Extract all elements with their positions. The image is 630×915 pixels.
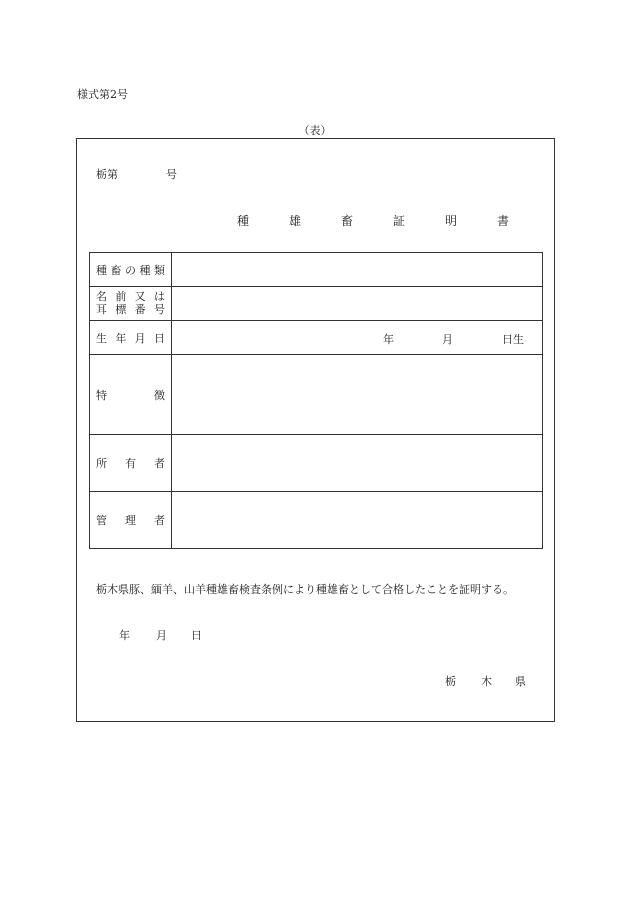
table-row-birth-date bbox=[90, 321, 543, 355]
document-title: 種 雄 畜 証 明 書 bbox=[237, 214, 524, 228]
label-owner bbox=[90, 435, 172, 492]
form-number: 様式第2号 bbox=[77, 88, 128, 101]
label-char: は bbox=[153, 290, 165, 303]
date-day-label: 日 bbox=[191, 629, 202, 642]
label-birth-date-text bbox=[96, 330, 165, 346]
label-owner-text bbox=[96, 455, 165, 471]
value-owner bbox=[172, 435, 543, 492]
label-breed-type bbox=[90, 253, 172, 287]
label-char: 類 bbox=[154, 263, 165, 277]
table-row-name-ear-tag bbox=[90, 287, 543, 321]
label-name-line bbox=[96, 291, 165, 303]
label-manager-text bbox=[96, 512, 165, 528]
label-char: 所 bbox=[96, 457, 107, 470]
certificate-number-prefix: 栃第 bbox=[96, 168, 118, 181]
table-row-owner bbox=[90, 435, 543, 492]
date-year-label: 年 bbox=[119, 629, 130, 642]
label-char: 有 bbox=[125, 457, 136, 470]
label-char: 者 bbox=[154, 514, 165, 527]
issuer-char-3: 県 bbox=[515, 675, 526, 688]
label-char: 畜 bbox=[110, 263, 122, 277]
label-char: 特 bbox=[96, 388, 107, 402]
label-char: 号 bbox=[153, 303, 165, 316]
birth-year-label: 年 bbox=[383, 333, 394, 346]
label-char: 前 bbox=[115, 290, 127, 303]
label-char: 名 bbox=[96, 290, 107, 303]
label-char: 管 bbox=[96, 514, 107, 527]
label-features-text bbox=[96, 387, 165, 403]
label-char: 年 bbox=[115, 331, 127, 345]
table-row-manager bbox=[90, 492, 543, 549]
issuer-char-1: 栃 bbox=[445, 675, 456, 688]
table-row-breed-type bbox=[90, 253, 543, 287]
label-birth-date bbox=[90, 321, 172, 355]
label-char: 種 bbox=[96, 263, 107, 277]
side-label: （表） bbox=[298, 124, 332, 137]
label-manager bbox=[90, 492, 172, 549]
label-ear-tag-line bbox=[96, 304, 165, 316]
label-char: 理 bbox=[125, 514, 136, 527]
label-features bbox=[90, 355, 172, 435]
label-char: 月 bbox=[134, 331, 146, 345]
value-name-ear-tag bbox=[172, 287, 543, 321]
label-char: 者 bbox=[154, 457, 165, 470]
label-breed-type-text bbox=[96, 262, 165, 278]
certification-statement: 栃木県豚、緬羊、山羊種雄畜検査条例により種雄畜として合格したことを証明する。 bbox=[96, 583, 514, 596]
label-char: 番 bbox=[134, 303, 146, 316]
issuer-char-2: 木 bbox=[481, 675, 492, 688]
label-char: 種 bbox=[139, 263, 151, 277]
label-char: 日 bbox=[153, 331, 165, 345]
label-char: 標 bbox=[115, 303, 127, 316]
table-row-features bbox=[90, 355, 543, 435]
value-features bbox=[172, 355, 543, 435]
value-breed-type bbox=[172, 253, 543, 287]
label-char: 又 bbox=[134, 290, 146, 303]
birth-day-label: 日生 bbox=[502, 333, 524, 346]
value-manager bbox=[172, 492, 543, 549]
label-char: 生 bbox=[96, 331, 107, 345]
label-char: 徴 bbox=[154, 388, 165, 402]
label-char: の bbox=[125, 263, 136, 277]
birth-month-label: 月 bbox=[442, 333, 453, 346]
certificate-table bbox=[89, 252, 543, 549]
value-birth-date bbox=[172, 321, 543, 355]
label-char: 耳 bbox=[96, 303, 107, 316]
date-month-label: 月 bbox=[156, 629, 167, 642]
certificate-number-suffix: 号 bbox=[166, 168, 177, 181]
label-name-ear-tag bbox=[90, 287, 172, 321]
